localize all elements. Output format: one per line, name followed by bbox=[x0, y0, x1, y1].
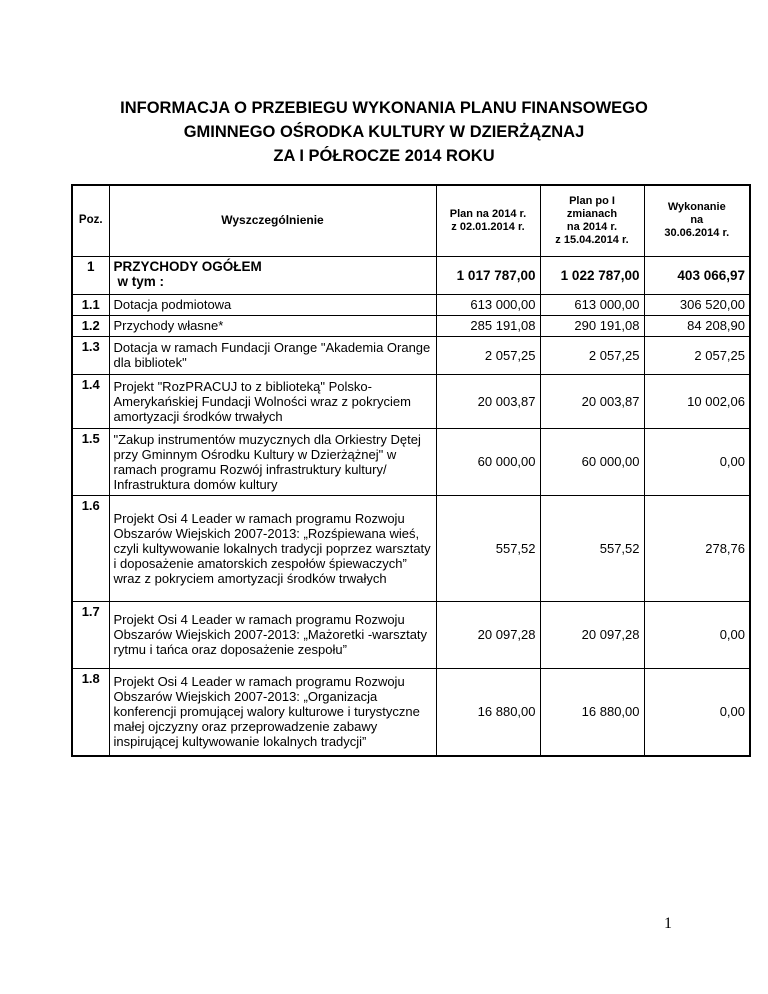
table-row bbox=[72, 668, 750, 756]
title-line-2: GMINNEGO OŚRODKA KULTURY W DZIERŻĄZNAJ bbox=[183, 123, 585, 141]
row-plan-amended: 613 000,00 bbox=[540, 294, 644, 315]
row-desc: Projekt Osi 4 Leader w ramach programu Rozwoju Obszarów Wiejskich 2007-2013: „Rozśpiewana wieś, czyli kultywowanie lokalnych tradycji poprzez warsztaty i doposażenie amatorskich zespołów śpiewaczych” wraz z pokryciem amortyzacji środków trwałych bbox=[109, 495, 436, 601]
row-pos: 1.6 bbox=[72, 495, 109, 601]
page-number: 1 bbox=[664, 915, 672, 932]
row-plan-amended: 20 003,87 bbox=[540, 374, 644, 428]
row-desc: Projekt Osi 4 Leader w ramach programu Rozwoju Obszarów Wiejskich 2007-2013: „Mażoretki -warsztaty rytmu i tańca oraz doposażenie zespołu” bbox=[109, 601, 436, 668]
row-pos: 1.3 bbox=[72, 336, 109, 374]
row-execution: 2 057,25 bbox=[644, 336, 750, 374]
row-pos: 1.4 bbox=[72, 374, 109, 428]
row-plan-initial: 1 017 787,00 bbox=[436, 256, 540, 294]
row-desc: Projekt Osi 4 Leader w ramach programu Rozwoju Obszarów Wiejskich 2007-2013: „Organizacja konferencji promującej walory kulturowe i turystyczne małej ojczyzny oraz przeprowadzenie zabawy inspirującej kultywowanie lokalnych tradycji” bbox=[109, 668, 436, 756]
row-pos: 1.2 bbox=[72, 315, 109, 336]
row-plan-amended: 20 097,28 bbox=[540, 601, 644, 668]
table-row bbox=[72, 294, 750, 315]
row-plan-initial: 60 000,00 bbox=[436, 428, 540, 495]
row-plan-initial: 16 880,00 bbox=[436, 668, 540, 756]
header-execution-line-1: Wykonanie bbox=[667, 201, 726, 214]
table-row bbox=[72, 336, 750, 374]
row-execution: 278,76 bbox=[644, 495, 750, 601]
row-plan-amended: 60 000,00 bbox=[540, 428, 644, 495]
row-plan-initial: 285 191,08 bbox=[436, 315, 540, 336]
table-header-row bbox=[72, 185, 750, 256]
row-execution: 306 520,00 bbox=[644, 294, 750, 315]
header-plan-initial-line-1: Plan na 2014 r. bbox=[449, 207, 527, 220]
row-plan-initial: 2 057,25 bbox=[436, 336, 540, 374]
row-pos: 1.5 bbox=[72, 428, 109, 495]
header-execution-line-3: 30.06.2014 r. bbox=[664, 227, 730, 240]
table-row bbox=[72, 495, 750, 601]
header-plan-amended-line-2: na 2014 r. bbox=[566, 220, 618, 233]
row-execution: 10 002,06 bbox=[644, 374, 750, 428]
row-plan-amended: 2 057,25 bbox=[540, 336, 644, 374]
row-desc: Dotacja w ramach Fundacji Orange "Akademia Orange dla bibliotek" bbox=[109, 336, 436, 374]
row-desc bbox=[109, 256, 436, 294]
row-execution: 0,00 bbox=[644, 601, 750, 668]
row-plan-amended: 16 880,00 bbox=[540, 668, 644, 756]
row-plan-amended: 557,52 bbox=[540, 495, 644, 601]
row-execution: 403 066,97 bbox=[644, 256, 750, 294]
row-pos: 1 bbox=[72, 256, 109, 294]
row-plan-initial: 613 000,00 bbox=[436, 294, 540, 315]
header-execution-line-2: na bbox=[690, 214, 704, 227]
row-execution: 84 208,90 bbox=[644, 315, 750, 336]
title-line-1: INFORMACJA O PRZEBIEGU WYKONANIA PLANU FINANSOWEGO bbox=[120, 99, 648, 117]
row-desc: Przychody własne* bbox=[109, 315, 436, 336]
row-plan-amended: 290 191,08 bbox=[540, 315, 644, 336]
row-desc: "Zakup instrumentów muzycznych dla Orkiestry Dętej przy Gminnym Ośrodku Kultury w Dzierżążnej" w ramach programu Rozwój infrastruktury kultury/ Infrastruktura domów kultury bbox=[109, 428, 436, 495]
total-sublabel: w tym : bbox=[117, 273, 165, 289]
header-plan-initial bbox=[436, 185, 540, 256]
header-plan-initial-line-2: z 02.01.2014 r. bbox=[451, 220, 525, 233]
table-row-total bbox=[72, 256, 750, 294]
row-pos: 1.1 bbox=[72, 294, 109, 315]
title-line-3: ZA I PÓŁROCZE 2014 ROKU bbox=[273, 147, 495, 165]
table-row bbox=[72, 315, 750, 336]
header-plan-amended bbox=[540, 185, 644, 256]
row-pos: 1.7 bbox=[72, 601, 109, 668]
table-row bbox=[72, 428, 750, 495]
row-plan-amended: 1 022 787,00 bbox=[540, 256, 644, 294]
total-label: PRZYCHODY OGÓŁEM bbox=[113, 258, 262, 274]
header-pos: Poz. bbox=[72, 185, 109, 256]
financial-plan-table bbox=[71, 184, 751, 757]
table-row bbox=[72, 374, 750, 428]
row-execution: 0,00 bbox=[644, 428, 750, 495]
row-execution: 0,00 bbox=[644, 668, 750, 756]
row-desc: Dotacja podmiotowa bbox=[109, 294, 436, 315]
row-plan-initial: 20 097,28 bbox=[436, 601, 540, 668]
row-plan-initial: 557,52 bbox=[436, 495, 540, 601]
header-desc: Wyszczególnienie bbox=[109, 185, 436, 256]
table-row bbox=[72, 601, 750, 668]
header-plan-amended-line-1: Plan po I zmianach bbox=[566, 194, 618, 220]
header-plan-amended-line-3: z 15.04.2014 r. bbox=[555, 233, 629, 246]
row-pos: 1.8 bbox=[72, 668, 109, 756]
row-plan-initial: 20 003,87 bbox=[436, 374, 540, 428]
document-title bbox=[0, 96, 768, 168]
header-execution bbox=[644, 185, 750, 256]
row-desc: Projekt "RozPRACUJ to z biblioteką" Polsko-Amerykańskiej Fundacji Wolności wraz z pokryciem amortyzacji środków trwałych bbox=[109, 374, 436, 428]
